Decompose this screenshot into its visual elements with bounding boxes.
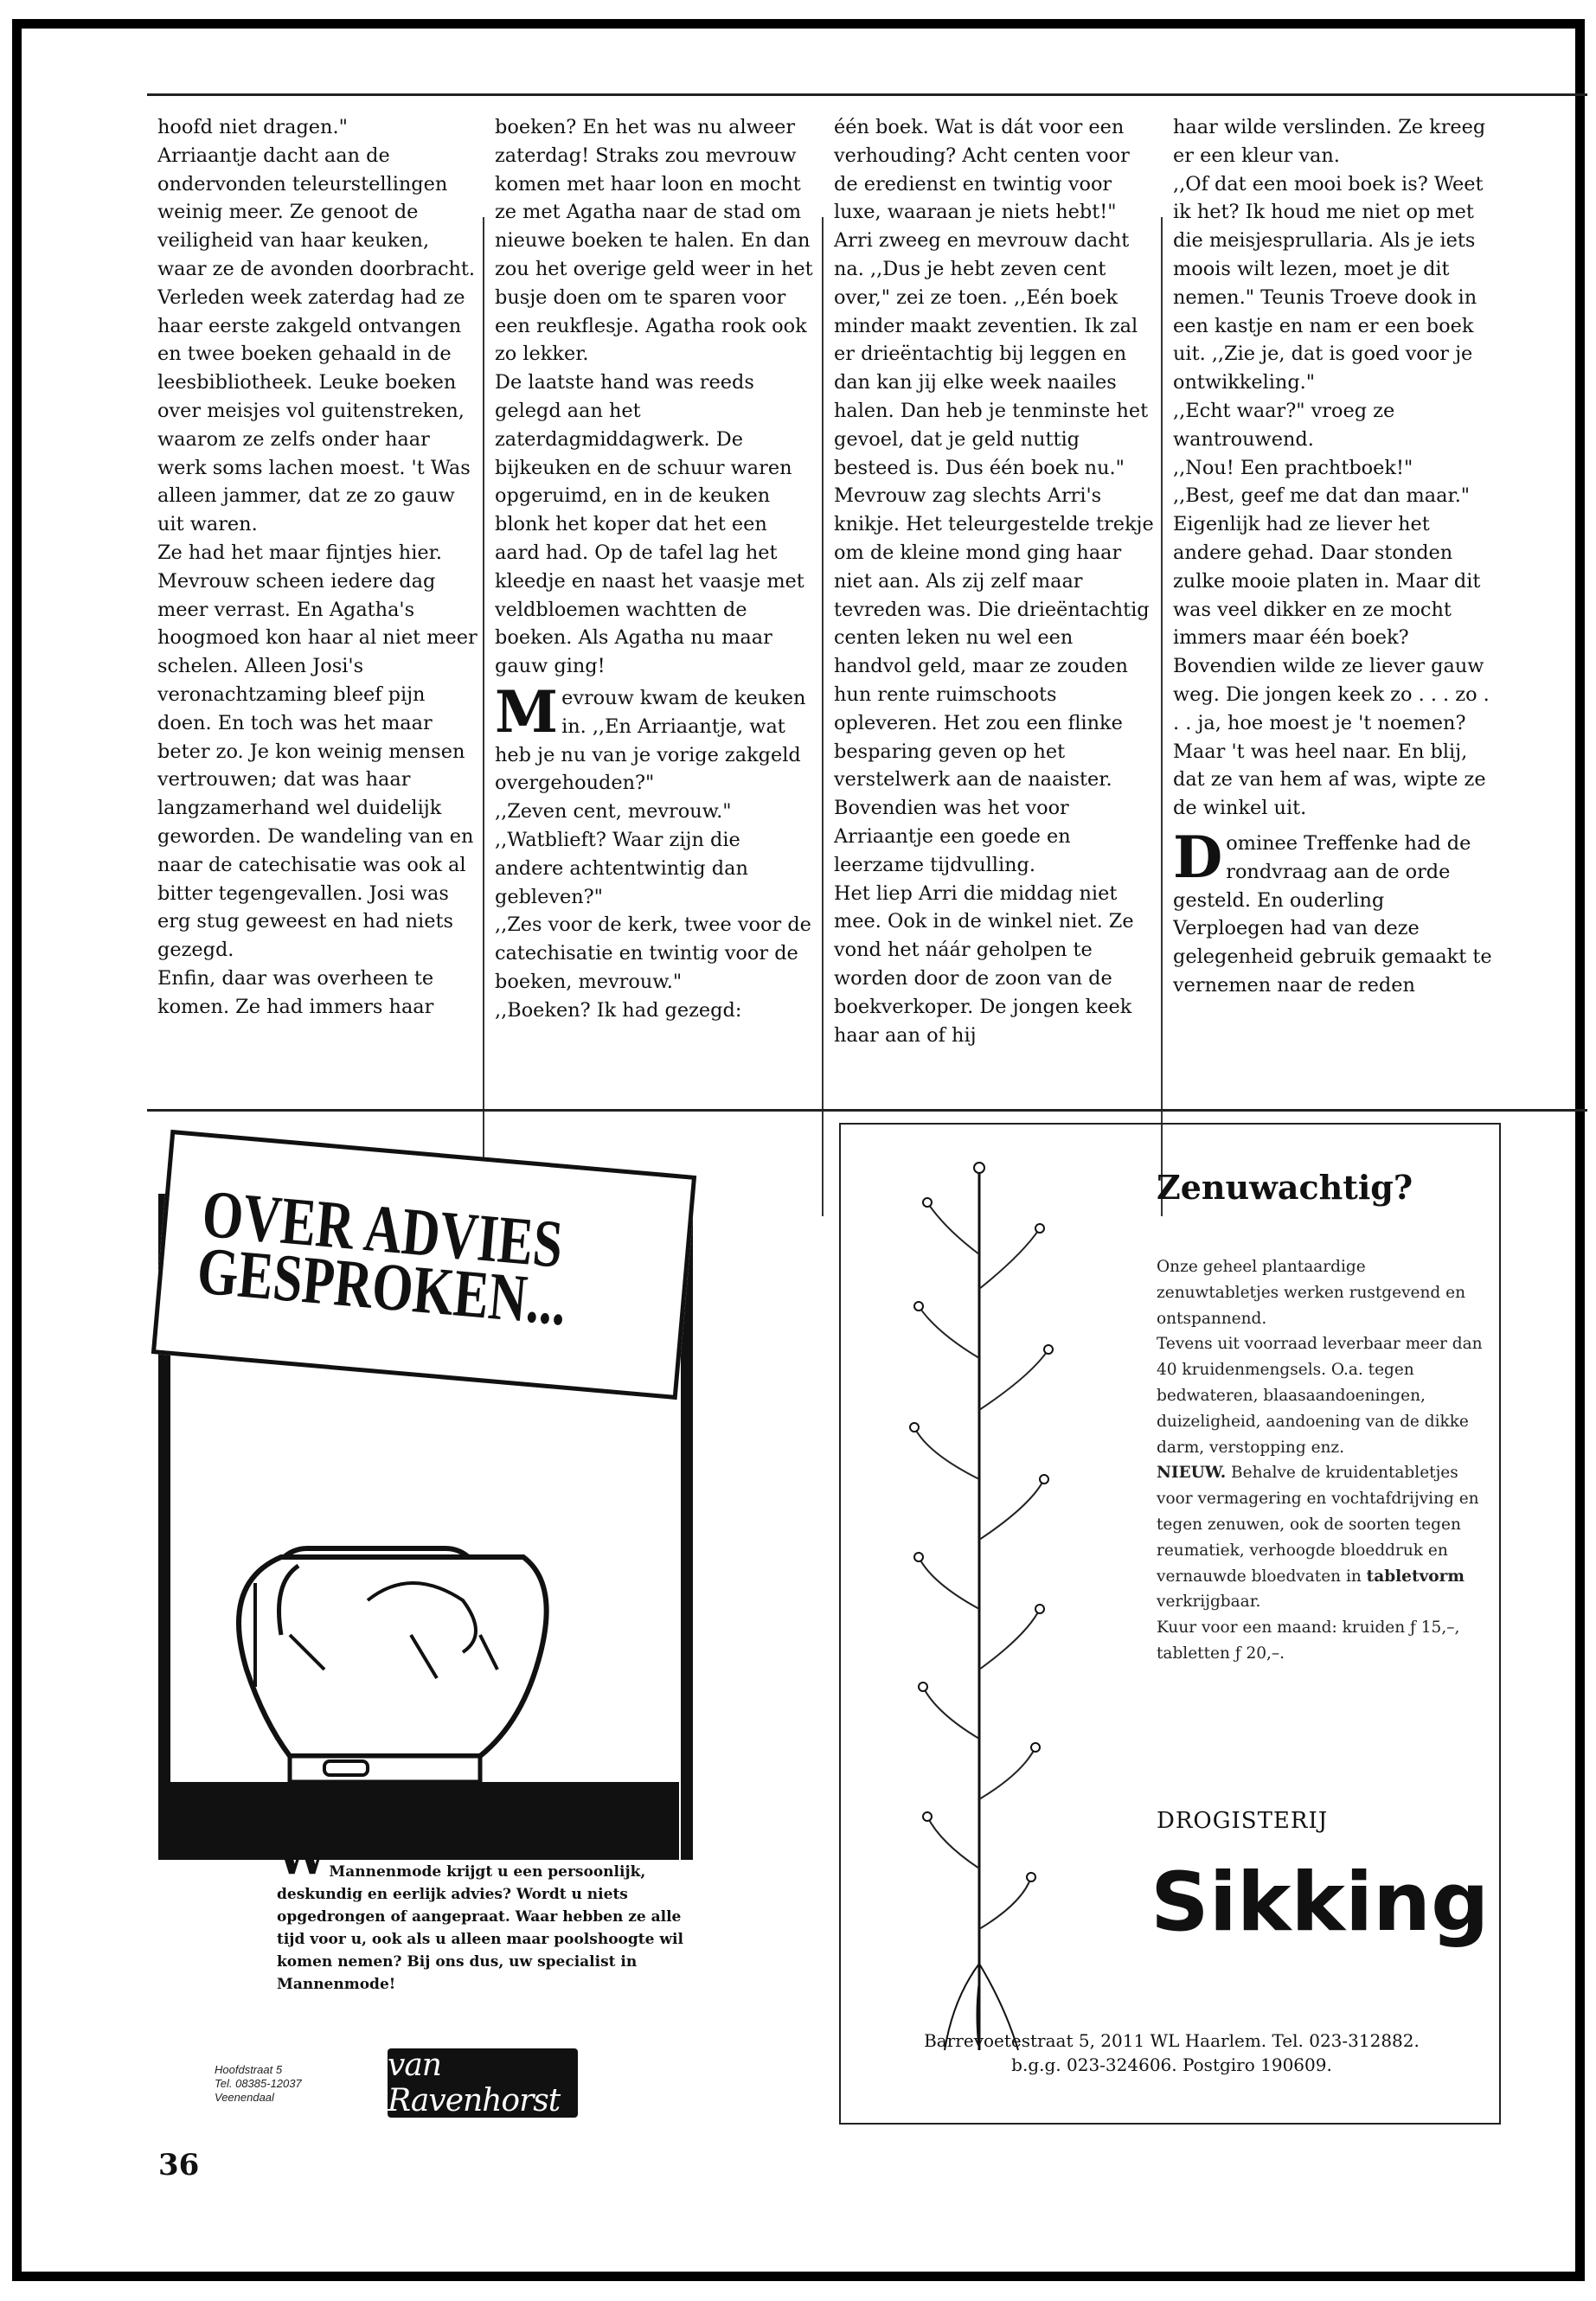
herb-plant-illustration bbox=[893, 1150, 1066, 2067]
paragraph-text: ominee Treffenke had de rondvraag aan de orde gesteld. En ouderling Verploegen had van deze gelegenheid gebruik gemaakt te vernemen naar de reden bbox=[1173, 831, 1492, 997]
store-name: Sikking bbox=[1151, 1856, 1490, 1950]
article-column-2 bbox=[495, 113, 815, 1117]
paragraph: Ze had het maar fijntjes hier. Mevrouw scheen iedere dag meer verrast. En Agatha's hoogmoed kon haar al niet meer schelen. Alleen Josi's veronachtzaming bleef pijn doen. En toch was het maar beter zo. Je kon weinig mensen vertrouwen; dat was haar langzamerhand wel duidelijk geworden. De wandeling van en naar de catechisatie was ook al bitter tegengevallen. Josi was erg stug geweest en had niets gezegd. bbox=[157, 541, 478, 962]
ad-body bbox=[1157, 1254, 1485, 1667]
ad-title: Zenuwachtig? bbox=[1157, 1168, 1413, 1207]
paragraph: ,,Watblieft? Waar zijn die andere achtentwintig dan gebleven?" bbox=[495, 828, 748, 908]
paragraph: hoofd niet dragen." bbox=[157, 116, 348, 138]
ad-paragraph-text: Behalve de kruidentabletjes voor vermagering en vochtafdrijving en tegen zenuwen, ook de soorten tegen reumatiek, verhoogde bloeddruk en vernauwde bloedvaten in bbox=[1157, 1464, 1479, 1586]
column-rule bbox=[822, 217, 824, 1216]
new-label: NIEUW. bbox=[1157, 1464, 1227, 1483]
paragraph-text: evrouw kwam de keuken in. ,,En Arriaantje, wat heb je nu van je vorige zakgeld overgehouden?" bbox=[495, 686, 806, 795]
paragraph: haar wilde verslinden. Ze kreeg er een kleur van. bbox=[1173, 116, 1486, 167]
drop-cap: M bbox=[495, 677, 559, 746]
paragraph: ,,Echt waar?" vroeg ze wantrouwend. bbox=[1173, 399, 1395, 451]
section-divider bbox=[147, 1109, 1587, 1112]
paragraph: Arriaantje dacht aan de ondervonden teleurstellingen weinig meer. Ze genoot de veiligheid van haar keuken, waar ze de avonden doorbracht. Verleden week zaterdag had ze haar eerste zakgeld ontvangen en twee boeken gehaald in de leesbibliotheek. Leuke boeken over meisjes vol guitenstreken, waarom ze zelfs onder haar werk soms lachen moest. 't Was alleen jammer, dat ze zo gauw uit waren. bbox=[157, 144, 476, 536]
paragraph: Enfin, daar was overheen te komen. Ze had immers haar bbox=[157, 966, 434, 1018]
ad-paragraph bbox=[1157, 1460, 1485, 1615]
drop-cap: D bbox=[1173, 823, 1223, 891]
ad-copy bbox=[277, 1832, 683, 1996]
van-ravenhorst-logo bbox=[388, 2048, 578, 2118]
paragraph: boeken? En het was nu alweer zaterdag! Straks zou mevrouw komen met haar loon en mocht ze met Agatha naar de stad om nieuwe boeken te halen. En dan zou het overige geld weer in het busje doen om te sparen voor een reukflesje. Agatha rook ook zo lekker. bbox=[495, 116, 813, 366]
paragraph: ,,Zes voor de kerk, twee voor de catechisatie en twintig voor de boeken, mevrouw." bbox=[495, 913, 811, 993]
menswear-address: Hoofdstraat 5 Tel. 08385-12037 Veenendaal bbox=[215, 2063, 302, 2104]
column-rule bbox=[483, 217, 484, 1216]
drugstore-advertisement bbox=[839, 1123, 1501, 2125]
article bbox=[147, 93, 1587, 1125]
tablet-form-label: tabletvorm bbox=[1366, 1567, 1465, 1586]
store-address: Barrevoetestraat 5, 2011 WL Haarlem. Tel. 023-312882. b.g.g. 023-324606. Postgiro 190609. bbox=[924, 2030, 1420, 2075]
page-number: 36 bbox=[158, 2148, 200, 2182]
price-text: Kuur voor een maand: kruiden ƒ 15,–, tabletten ƒ 20,–. bbox=[1157, 1618, 1460, 1663]
ad-paragraph: Tevens uit voorraad leverbaar meer dan 40 kruidenmengsels. O.a. tegen bedwateren, blaasaandoeningen, duizeligheid, aandoening van de dikke darm, verstopping enz. bbox=[1157, 1335, 1483, 1457]
paragraph bbox=[1173, 823, 1493, 1000]
ad-paragraph: Onze geheel plantaardige zenuwtabletjes werken rustgevend en ontspannend. bbox=[1157, 1258, 1465, 1328]
paragraph: Eigenlijk had ze liever het andere gehad. Daar stonden zulke mooie platen in. Maar dit was veel dikker en ze mocht immers maar één boek? Bovendien wilde ze liever gauw weg. Die jongen keek zo . . . zo . . . ja, hoe moest je 't noemen? Maar 't was heel naar. En blij, dat ze van hem af was, wipte ze de winkel uit. bbox=[1173, 513, 1490, 820]
ad-paragraph-text: verkrijgbaar. bbox=[1157, 1593, 1261, 1612]
store-label: DROGISTERIJ bbox=[1157, 1808, 1329, 1834]
article-column-1 bbox=[157, 113, 478, 1117]
paragraph: ,,Best, geef me dat dan maar." bbox=[1173, 484, 1471, 508]
paragraph: De laatste hand was reeds gelegd aan het zaterdagmiddagwerk. De bijkeuken en de schuur waren opgeruimd, en in de keuken blonk het koper dat het een aard had. Op de tafel lag het kleedje en naast het vaasje met veldbloemen wachtten de boeken. Als Agatha nu maar gauw ging! bbox=[495, 371, 804, 678]
article-column-4 bbox=[1173, 113, 1493, 1117]
logo-text: van Ravenhorst bbox=[388, 2048, 561, 2118]
paragraph: ,,Nou! Een prachtboek!" bbox=[1173, 456, 1413, 479]
column-rule bbox=[1161, 217, 1163, 1216]
ad-copy-text: aar anders dan bij de speciaalzaak in Mannenmode krijgt u een persoonlijk, deskundig en eerlijk advies? Wordt u niets opgedrongen of aangepraat. Waar hebben ze alle tijd voor u, ook als u alleen maar poolshoogte wil komen nemen? Bij ons dus, uw specialist in Mannenmode! bbox=[277, 1841, 683, 1993]
paragraph: Mevrouw zag slechts Arri's knikje. Het teleurgestelde trekje om de kleine mond ging haar niet aan. Als zij zelf maar tevreden was. Die drieëntachtig centen leken nu wel een handvol geld, maar ze zouden hun rente ruimschoots opleveren. Het zou een flinke besparing geven op het verstelwerk aan de naaister. Bovendien was het voor Arriaantje een goede en leerzame tijdvulling. bbox=[834, 484, 1154, 876]
paragraph: ,,Of dat een mooi boek is? Weet ik het? Ik houd me niet op met die meisjesprullaria. Als je iets moois wilt lezen, moet je dit nemen." Teunis Troeve dook in een kastje en nam er een boek uit. ,,Zie je, dat is goed voor je ontwikkeling." bbox=[1173, 172, 1484, 394]
paragraph: ,,Boeken? Ik had gezegd: bbox=[495, 998, 742, 1022]
paragraph: Het liep Arri die middag niet mee. Ook in de winkel niet. Ze vond het náár geholpen te worden door de zoon van de boekverkoper. De jongen keek haar aan of hij bbox=[834, 881, 1134, 1047]
paragraph: ,,Zeven cent, mevrouw." bbox=[495, 800, 732, 824]
paragraph: één boek. Wat is dát voor een verhouding? Acht centen voor de eredienst en twintig voor luxe, waaraan je niets hebt!" bbox=[834, 116, 1130, 224]
paragraph bbox=[495, 677, 815, 798]
ad-drop-cap: W bbox=[277, 1832, 328, 1885]
article-column-3 bbox=[834, 113, 1154, 1117]
sign-card bbox=[151, 1130, 696, 1400]
sign-text: OVER ADVIES GESPROKEN... bbox=[194, 1175, 570, 1340]
paragraph: Arri zweeg en mevrouw dacht na. ,,Dus je hebt zeven cent over," zei ze toen. ,,Eén boek minder maakt zeventien. Ik zal er drieëntachtig bij leggen en dan kan jij elke week naailes halen. Dan heb je tenminste het gevoel, dat je geld nuttig besteed is. Dus één boek nu." bbox=[834, 229, 1149, 479]
